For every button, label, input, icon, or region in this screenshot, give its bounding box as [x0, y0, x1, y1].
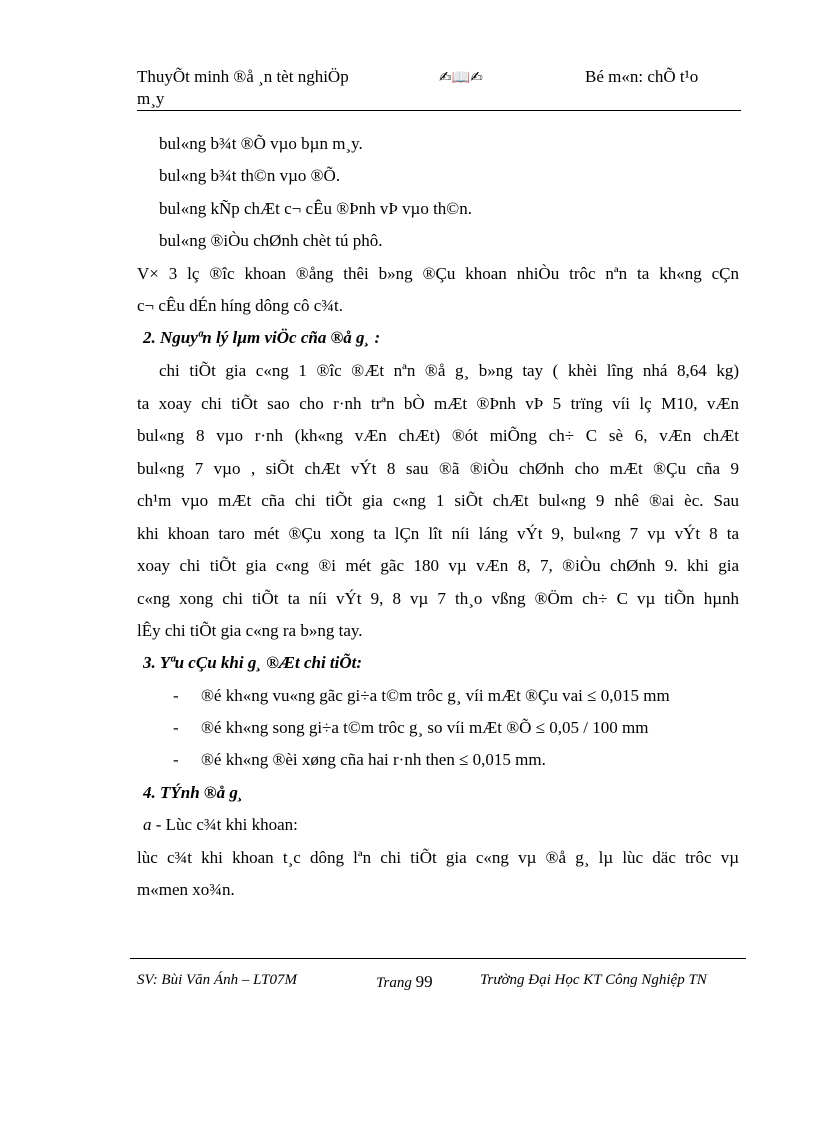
list-item-text: ®é kh«ng vu«ng gãc gi÷a t©m trôc g¸ víi mÆt ®Çu vai ≤ 0,015 mm: [201, 686, 670, 705]
book-ornament-icon: ✍📖✍: [439, 68, 483, 86]
text-line: bul«ng b¾t th©n vµo ®Õ.: [159, 166, 341, 185]
text-line: bul«ng b¾t ®Õ vµo bµn m¸y.: [159, 134, 363, 153]
footer-page-label: Trang: [376, 975, 412, 991]
footer-page: [376, 972, 433, 992]
footer-student: SV: Bùi Văn Ánh – LT07M: [137, 972, 297, 988]
text-line: xoay chi tiÕt gia c«ng ®i mét gãc 180 vµ vÆn 8, 7, ®iÒu chØnh 9. khi gia: [137, 556, 739, 575]
header-title-continued: m¸y: [137, 89, 165, 108]
list-item-text: ®é kh«ng ®èi xøng cña hai r·nh then ≤ 0,015 mm.: [201, 750, 546, 769]
section-4-heading: 4. TÝnh ®å g¸: [143, 783, 244, 802]
subsection-a: [143, 815, 298, 835]
text-line: ch¹m vµo mÆt cña chi tiÕt gia c«ng 1 siÕt chÆt bul«ng 9 nhê ®ai èc. Sau: [137, 491, 739, 510]
text-line: lùc c¾t khi khoan t¸c dông lªn chi tiÕt gia c«ng vµ ®å g¸ lµ lùc däc trôc vµ: [137, 848, 739, 867]
text-line: m«men xo¾n.: [137, 880, 235, 899]
list-item: [137, 718, 739, 742]
bullet-dash: -: [173, 750, 179, 769]
text-line: khi khoan taro mét ®Çu xong ta lÇn lît níi láng vÝt 9, bul«ng 7 vµ vÝt 8 ta: [137, 524, 739, 543]
section-2-heading: 2. Nguyªn lý lµm viÖc cña ®å g¸ :: [143, 328, 381, 347]
bullet-dash: -: [173, 686, 179, 705]
list-item-text: ®é kh«ng song gi÷a t©m trôc g¸ so víi mÆt ®Õ ≤ 0,05 / 100 mm: [201, 718, 649, 737]
bullet-dash: -: [173, 718, 179, 737]
list-item: [137, 686, 739, 710]
text-line: bul«ng ®iÒu chØnh chèt tú phô.: [159, 231, 383, 250]
text-line: bul«ng 7 vµo , siÕt chÆt vÝt 8 sau ®ã ®iÒu chØnh cho mÆt ®Çu cña 9: [137, 459, 739, 478]
subsection-title: - Lùc c¾t khi khoan:: [151, 815, 298, 834]
header-divider: [137, 110, 741, 111]
footer-divider: [130, 958, 746, 959]
footer-page-number: 99: [415, 972, 433, 991]
header-department: Bé m«n: chÕ t¹o: [585, 67, 699, 86]
text-line: lÊy chi tiÕt gia c«ng ra b»ng tay.: [137, 621, 363, 640]
list-item: [137, 750, 739, 774]
footer-school: Trường Đại Học KT Công Nghiệp TN: [480, 972, 707, 988]
text-line: V× 3 lç ®îc khoan ®ång thêi b»ng ®Çu khoan nhiÒu trôc nªn ta kh«ng cÇn: [137, 264, 739, 283]
text-line: ta xoay chi tiÕt sao cho r·nh trªn bÒ mÆt ®Þnh vÞ 5 trïng víi lç M10, vÆn: [137, 394, 739, 413]
text-line: c¬ cÊu dÉn híng dông cô c¾t.: [137, 296, 343, 315]
text-line: bul«ng kÑp chÆt c¬ cÊu ®Þnh vÞ vµo th©n.: [159, 199, 472, 218]
header-title: ThuyÕt minh ®å ¸n tèt nghiÖp: [137, 67, 349, 86]
text-line: c«ng xong chi tiÕt ta níi vÝt 9, 8 vµ 7 th¸o vßng ®Öm ch÷ C vµ tiÕn hµnh: [137, 589, 739, 608]
text-line: bul«ng 8 vµo r·nh (kh«ng vÆn chÆt) ®ót miÕng ch÷ C sè 6, vÆn chÆt: [137, 426, 739, 445]
text-line: chi tiÕt gia c«ng 1 ®îc ®Æt nªn ®å g¸ b»ng tay ( khèi lîng nhá 8,64 kg): [159, 361, 739, 380]
section-3-heading: 3. Yªu cÇu khi g¸ ®Æt chi tiÕt:: [143, 653, 363, 672]
subsection-letter: a: [143, 815, 152, 834]
